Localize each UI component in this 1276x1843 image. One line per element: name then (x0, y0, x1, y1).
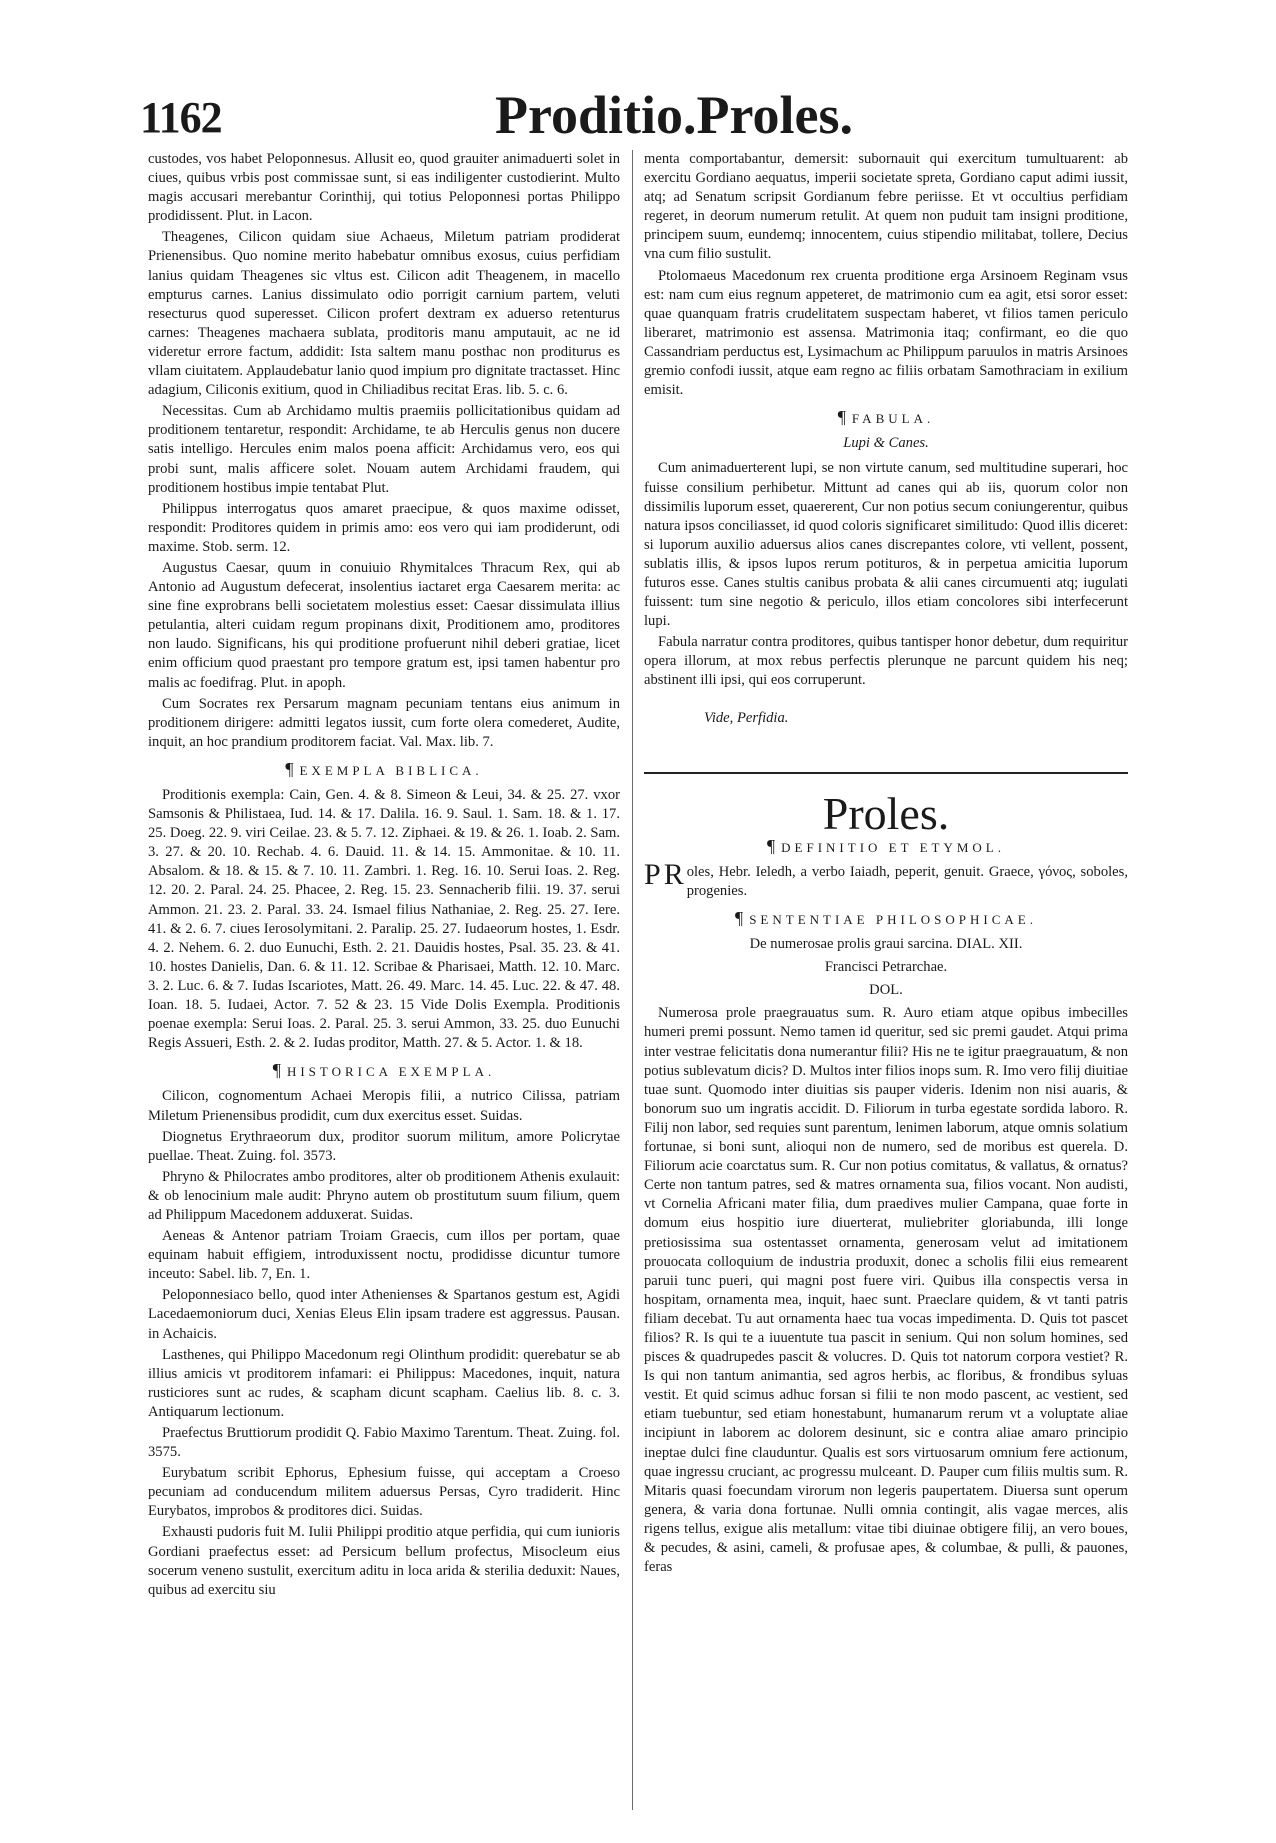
left-paragraph: Augustus Caesar, quum in conuiuio Rhymitalces Thracum Rex, qui ab Antonio ad Augustum defecerat, insolentius iactaret erga Caesarem merita: ac sine fine exprobrans belli societatem molestius esset: Caesar dissimulata illius petulantia, alteri cuidam regum propinans dixit, Proditionem amo, proditores non laudo. Significans, his qui proditione profuerunt nihil deberi gratiae, licet enim officium quod praestant pro tempore gratum est, ipsi tamen habentur pro malis ac foedifrag. Plut. in apoph. (148, 559, 620, 691)
heading-text: HISTORICA EXEMPLA. (286, 1064, 496, 1080)
section-heading-definitio (644, 837, 1128, 857)
pilcrow-icon: ¶ (837, 407, 846, 428)
pilcrow-icon: ¶ (735, 908, 744, 928)
historica-paragraph: Cilicon, cognomentum Achaei Meropis filii, a nutrico Cilissa, patriam Miletum Prienensibus prodidit, cum dux exercitus esset. Suidas. (148, 1088, 620, 1124)
heading-text: EXEMPLA BIBLICA. (299, 762, 483, 778)
heading-text: FABULA. (851, 411, 935, 427)
left-paragraph: Theagenes, Cilicon quidam siue Achaeus, Miletum patriam prodiderat Prienensibus. Quo nomine merito habebatur omnibus exosus, cuius perfidiam lanius quidam Theagenes sic vltus est. Cilicon adit Theagenem, in macello empturus carnes. Lanius dissimulato odio porrigit carnium partem, veluti resecturus quod superesset. Cilicon profert dextram ex aduerso retenturus carnes: Theagenes machaera sublata, proditoris manu amputauit, ac ne id videretur errore factum, addidit: Ista saltem manu posthac non proditurus es vllam ciuitatem. Applaudebatur lanio quod impium pro dignitate tractasset. Hinc adagium, Ciliconis exitium, quod in Chiliadibus recitat Eras. lib. 5. c. 6. (148, 229, 620, 399)
pilcrow-icon: ¶ (285, 758, 294, 779)
right-column (644, 150, 1128, 1815)
left-paragraph: Philippus interrogatus quos amaret praecipue, & quos maxime odisset, respondit: Proditores quidem in primis amo: eos vero qui iam prodiderunt, odi maxime. Stob. serm. 12. (148, 500, 620, 555)
section-rule (644, 772, 1128, 774)
dialogue-title: De numerosae prolis graui sarcina. DIAL. XII. (749, 936, 1023, 953)
definitio-text (644, 857, 1128, 901)
dialogue-paragraph: Numerosa prole praegrauatus sum. R. Auro etiam atque opibus imbecilles humeri premi possunt. Nemo tamen id queritur, sed sic premi gaudet. Atqui prima inter vestrae felicitatis dona numerantur filii? His ne te igitur praegrauatum, & non potius sublevatum dicis? D. Multos inter filios inops sum. R. Imo vero filij diuitiae tuae sunt. Quomodo inter diuitias sis pauper videris. Idenim non nisi auaris, & bonorum suo um ingratis accidit. D. Filiorum in turba egestate sordida laboro. R. Filij non labor, sed requies sunt parentum, lenimen laborum, atque omnis solatium fortunae, si boni sunt, alioqui non de numero, sed de moribus est querela. D. Filiorum acie coarctatus sum. R. Cur non potius comitatus, & vallatus, & ornatus? Certe non tantum patres, sed & matres ornamenta sua, filios vocant. Non audisti, vt Cornelia Africani mater filia, dum praedives mulier Campana, quae forte in domum eius hospitio iure diuerterat, muliebriter gloriabunda, illi longe pretiosissima sua ostentasset ornamenta, generosam velut ad imitationem prouocata colloquium de industria produxit, donec a scholis filii eius remearent paruii tunc pueri, qui magni post fuere viri. Quibus illa conspectis versa in hospitam, ornamenta mea, inquit, haec sunt. Praeclare quidem, & vt tanti patris filiam decebat. Tu aut ornamenta haec tua vocas impedimenta. D. Quis tot pascet filios? R. Is qui te a iuuentute tua pascit in senium. Qui non solum homines, sed pisces & quadrupedes pascit & volucres. D. Quis tot natorum corpora vestiet? R. Is qui non tantum animantia, sed agros herbis, ac floribus, & frondibus syluas vestit. Et quid scimus adhuc forsan si filii te non modo pascent, ac vestient, sed etiam tuebuntur, sed etiam honestabunt, humanarum rerum vt a voluptate aliae incipiunt in laborem ac dolorem desinunt, sic e contra aliae amaro principio ineptae dulci fine clauduntur. Qualis est sors virtuosarum omnium fere actionum, quae ingressu cruciant, ac progressu mulceant. D. Pauper cum filiis multis sum. R. Mitaris quasi foecundam virorum non legeris paupertatem. Diuersa sunt operum genera, & varia dona fortunae. Nulli omnia contingit, alis vagae merces, alis rigens tellus, exigue alis metallum: vitae tibi diuinae obtigere filij, an vero boues, & pecudes, & asini, cameli, & profusae apes, & columbae, & pulli, & pauones, feras (644, 1005, 1128, 1576)
historica-paragraph: Exhausti pudoris fuit M. Iulii Philippi proditio atque perfidia, qui cum iunioris Gordiani praefectus esset: ad Persicum bellum profectus, Misocleum eius socerum veneno sustulit, exercitum aditu in loca arida & sterilia deduxit: Naues, quibus ad exercitu siu (148, 1524, 620, 1598)
heading-text: DEFINITIO ET ETYMOL. (781, 839, 1005, 855)
dialogue-speaker: DOL. (869, 982, 903, 999)
fabula-paragraph: Fabula narratur contra proditores, quibus tantisper honor debetur, dum requiritur opera illorum, at mox rebus perfectis plerunque ne parcunt quidem his neq; abstinent illi ipsi, qui eos corruperunt. (644, 634, 1128, 689)
historica-paragraph: Eurybatum scribit Ephorus, Ephesium fuisse, qui acceptam a Croeso pecuniam ad conducendum militem aduersus Persas, Cyro tradiderit. Hinc Eurybatos, improbos & proditores dici. Suidas. (148, 1465, 620, 1520)
left-paragraph: Cum Socrates rex Persarum magnam pecuniam tentans eius animum in proditionem dirigere: admitti legatos iussit, cum forte olera comederet, Audite, inquit, an hoc prandium proditorem faciat. Val. Max. lib. 7. (148, 695, 620, 750)
pilcrow-icon: ¶ (767, 835, 776, 856)
right-paragraph: menta comportabantur, demersit: subornauit qui exercitum tumultuarent: ab exercitu Gordiano aequatus, imperii societate spreta, Gordiano caput adimi iussit, atq; ad Senatum scripsit Gordianum febre periisse. Et vt occultius perfidiam regeret, in deorum numerum retulit. At quem non puduit tam insigni proditione, principem suum, eundemq; innocentem, cuius stipendio militabat, tollere, Decius vna cum filio sustulit. (644, 151, 1128, 263)
section-title-proles: Proles. (822, 787, 950, 839)
historica-paragraph: Aeneas & Antenor patriam Troiam Graecis, cum illos per portam, quae equinam habuit effigiem, introduxissent noctu, prodidisse dicuntur tumore inceuto: Sabel. lib. 7, En. 1. (148, 1228, 620, 1283)
dialogue-author: Francisci Petrarchae. (824, 959, 948, 976)
left-column (148, 150, 620, 1802)
heading-text: SENTENTIAE PHILOSOPHICAE. (749, 912, 1037, 927)
section-heading-historica (148, 1061, 620, 1081)
section-heading-fabula (644, 408, 1128, 428)
historica-paragraph: Praefectus Bruttiorum prodidit Q. Fabio Maximo Tarentum. Theat. Zuing. fol. 3575. (148, 1425, 620, 1461)
fabula-subhead: Lupi & Canes. (843, 435, 929, 452)
definitio-body: Roles, Hebr. Ieledh, a verbo Iaiadh, peperit, genuit. Graece, γόνος, soboles, progenies. (663, 857, 1128, 899)
fabula-paragraph: Cum animaduerterent lupi, se non virtute canum, sed multitudine superari, hoc fuisse consilium perhibetur. Mittunt ad canes qui ab iis, quorum color non dissimilis luporum esset, quaererent, Cur non potius secum coniungerentur, quibus natura ipsos conciliasset, id quod coloris significaret similitudo: Quod illis diceret: si luporum auxilio aduersus alios canes discrepantes colore, vti vellent, possent, sublatis illis, & ipsos lupos rerum potituros, & in perpetua amicitia luporum futuros esse. Canes stultis canibus probata & alii canes circumuenti atq; iugulati fuissent: tum sine negotio & periculo, illos etiam concolores sibi interfecerunt lupi. (644, 460, 1128, 630)
column-divider (632, 150, 633, 1810)
historica-paragraph: Lasthenes, qui Philippo Macedonum regi Olinthum prodidit: querebatur se ab illius amicis vt proditorem infamari: ei Philippus: Macedones, inquit, natura rusticiores sunt ac rudes, & scapham dicunt scapham. Caelius lib. 8. c. 3. Antiquarum lectionum. (148, 1346, 620, 1420)
running-head: Proditio.Proles. (495, 85, 853, 145)
left-paragraph: custodes, vos habet Peloponnesus. Allusit eo, quod grauiter animaduerti solet in ciues, quibus vrbis post commissae sunt, si eas indiligenter custodierint. Multo magis accusari merebantur Corinthij, qui totius Peloponnesi portas Philippo prodidissent. Plut. in Lacon. (148, 151, 620, 225)
historica-paragraph: Diognetus Erythraeorum dux, proditor suorum militum, amore Policrytae puellae. Theat. Zuing. fol. 3573. (148, 1128, 620, 1164)
historica-paragraph: Peloponnesiaco bello, quod inter Athenienses & Spartanos gestum est, Agidi Lacedaemoniorum duci, Xenias Eleus Elin ipsam tradere est aggressus. Pausan. in Achaicis. (148, 1287, 620, 1342)
drop-cap: P (644, 857, 661, 891)
biblica-text: Proditionis exempla: Cain, Gen. 4. & 8. Simeon & Leui, 34. & 25. 27. vxor Samsonis & Philistaea, Iud. 14. & 17. Dalila. 16. 9. Saul. 1. Sam. 18. & 1. 17. 25. Doeg. 22. 9. viri Ceilae. 23. & 5. 7. 12. Ziphaei. & 19. & 26. 1. Ioab. 2. Sam. 3. 27. & 20. 10. Rechab. 4. 6. Dauid. 11. & 14. 15. Ammonitae. & 10. 11. Absalom. & 18. & 15. & 7. 10. 11. Zambri. 1. Reg. 16. 10. Serui Ioas. 2. Reg. 12. 20. 2. Paral. 24. 25. Phacee, 2. Reg. 15. 23. Sennacherib filii. 19. 37. serui Ammon. 21. 23. 2. Paral. 33. 24. Ismael filius Nathaniae, 2. Reg. 25. 27. Iere. 41. & 2. 6. 7. ciues Ierosolymitani. 2. Paralip. 25. 27. Iudaeorum hostes, 1. Esdr. 4. 2. Nehem. 6. 2. duo Eunuchi, Esth. 2. 21. Dauidis hostes, Psal. 35. 23. & 41. 10. hostes Danielis, Dan. 6. & 11. 12. Scribae & Pharisaei, Matth. 12. 10. Marc. 3. 2. Luc. 6. & 7. Iudas Iscariotes, Matt. 26. 49. Marc. 14. 45. Luc. 22. & 47. 48. Ioan. 18. 5. Iudaei, Actor. 7. 52 & 23. 15 Vide Dolis Exempla. Proditionis poenae exempla: Serui Ioas. 2. Paral. 25. 3. serui Ammon, 33. 25. duo Eunuchi Regis Assueri, Esth. 2. & 2. Iudas proditor, Matth. 27. & 5. Actor. 1. & 18. (148, 787, 620, 1052)
page-number: 1162 (140, 93, 222, 142)
cross-reference: Vide, Perfidia. (704, 709, 789, 726)
section-heading-biblica (148, 760, 620, 780)
historica-paragraph: Phryno & Philocrates ambo proditores, alter ob proditionem Athenis exulauit: & ob lenocinium male audit: Phryno autem ob prostitutum suum filium, quem ad Philippum Macedonem adduxerat. Suidas. (148, 1168, 620, 1223)
left-paragraph: Necessitas. Cum ab Archidamo multis praemiis pollicitationibus quidam ad proditionem tentaretur, respondit: Archidame, te ab Herculis genus non ducere satis intelligo. Hercules enim malos poena afficit: Archidamus vero, eos qui probi sunt, malis afficere solet. Nouam autem Archidami fraudem, qui proditionem hostibus impie tentabat Plut. (148, 403, 620, 496)
right-paragraph: Ptolomaeus Macedonum rex cruenta proditione erga Arsinoem Reginam vsus est: nam cum eius regnum appeteret, de matrimonio cum ea agit, etsi soror esset: quae quanquam fratris crudelitatem suspectam haberet, vt filios tamen periculo liberaret, matrimonio est assensa. Matrimonia itaq; confirmant, eo die quo Cassandriam perductus est, Lysimachum ac Philippum paruulos in matris Arsinoes gremio confodi iussit, atque eam regno ac filiis orbatam Samothraciam in exilium emisit. (644, 267, 1128, 399)
section-heading-sententiae (644, 909, 1128, 929)
pilcrow-icon: ¶ (272, 1060, 281, 1081)
